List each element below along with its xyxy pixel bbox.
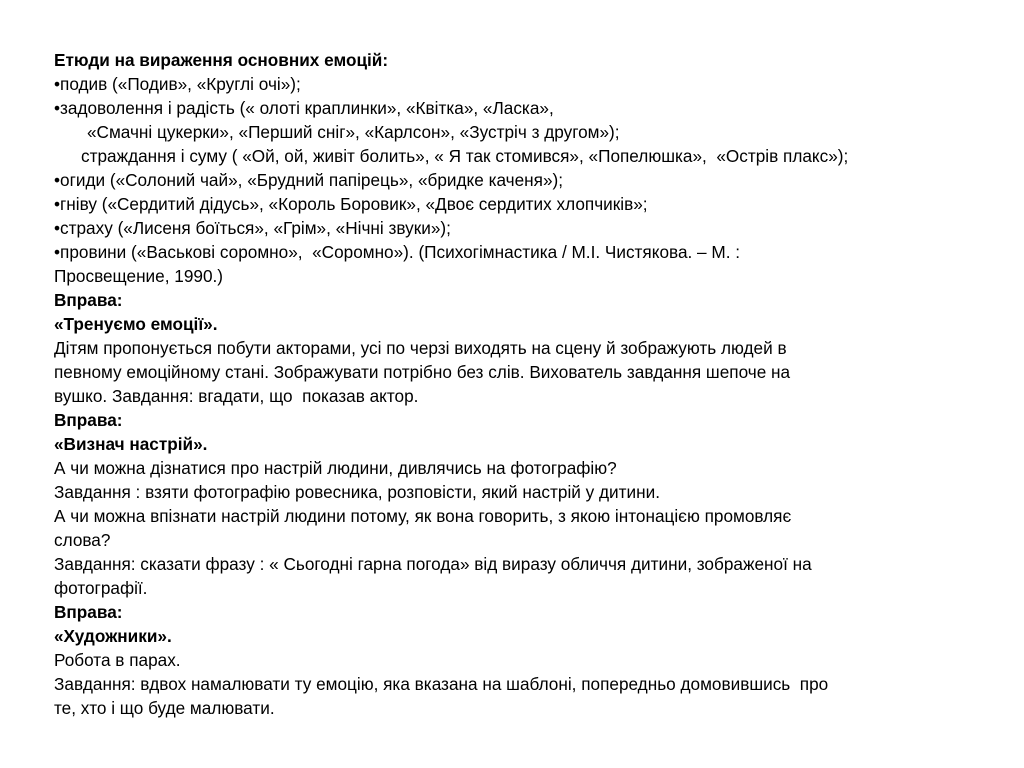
paragraph-line: А чи можна впізнати настрій людини потому, як вона говорить, з якою інтонацією промовляє	[54, 506, 792, 526]
paragraph-line: певному емоційному стані. Зображувати потрібно без слів. Вихователь завдання шепоче на	[54, 362, 791, 382]
paragraph-line: Завдання: вдвох намалювати ту емоцію, яка вказана на шаблоні, попередньо домовившись про	[54, 674, 829, 694]
paragraph-line: Завдання: сказати фразу : « Сьогодні гарна погода» від виразу обличчя дитини, зображеної на	[54, 554, 812, 574]
list-item-joy-continued: «Смачні цукерки», «Перший сніг», «Карлсон», «Зустріч з другом»);	[87, 122, 620, 142]
exercise-title: «Визнач настрій».	[54, 434, 208, 454]
paragraph-line: Дітям пропонується побути акторами, усі по черзі виходять на сцену й зображують людей в	[54, 338, 787, 358]
list-item-guilt: •провини («Васькові соромно», «Соромно»). (Психогімнастика / М.І. Чистякова. – М. :	[54, 242, 741, 262]
list-item-guilt-continued: Просвещение, 1990.)	[54, 266, 224, 286]
list-item-fear: •страху («Лисеня боїться», «Грім», «Нічні звуки»);	[54, 218, 451, 238]
list-item-anger: •гніву («Сердитий дідусь», «Король Боровик», «Двоє сердитих хлопчиків»;	[54, 194, 648, 214]
paragraph-line: вушко. Завдання: вгадати, що показав актор.	[54, 386, 419, 406]
list-item-joy: •задоволення і радість (« олоті краплинки», «Квітка», «Ласка»,	[54, 98, 554, 118]
text-body	[54, 48, 1014, 720]
list-item-surprise: •подив («Подив», «Круглі очі»);	[54, 74, 301, 94]
paragraph-line: те, хто і що буде малювати.	[54, 698, 275, 718]
exercise-label: Вправа:	[54, 602, 123, 622]
list-item-suffering: страждання і суму ( «Ой, ой, живіт болить», « Я так стомився», «Попелюшка», «Острів плакс»);	[81, 146, 849, 166]
exercise-title: «Тренуємо емоції».	[54, 314, 218, 334]
paragraph-line: слова?	[54, 530, 111, 550]
paragraph-line: Робота в парах.	[54, 650, 181, 670]
list-item-disgust: •огиди («Солоний чай», «Брудний папірець», «бридке каченя»);	[54, 170, 564, 190]
exercise-label: Вправа:	[54, 410, 123, 430]
paragraph-line: А чи можна дізнатися про настрій людини, дивлячись на фотографію?	[54, 458, 617, 478]
exercise-title: «Художники».	[54, 626, 172, 646]
exercise-label: Вправа:	[54, 290, 123, 310]
paragraph-line: Завдання : взяти фотографію ровесника, розповісти, який настрій у дитини.	[54, 482, 660, 502]
section-heading: Етюди на вираження основних емоцій:	[54, 50, 389, 70]
paragraph-line: фотографії.	[54, 578, 148, 598]
